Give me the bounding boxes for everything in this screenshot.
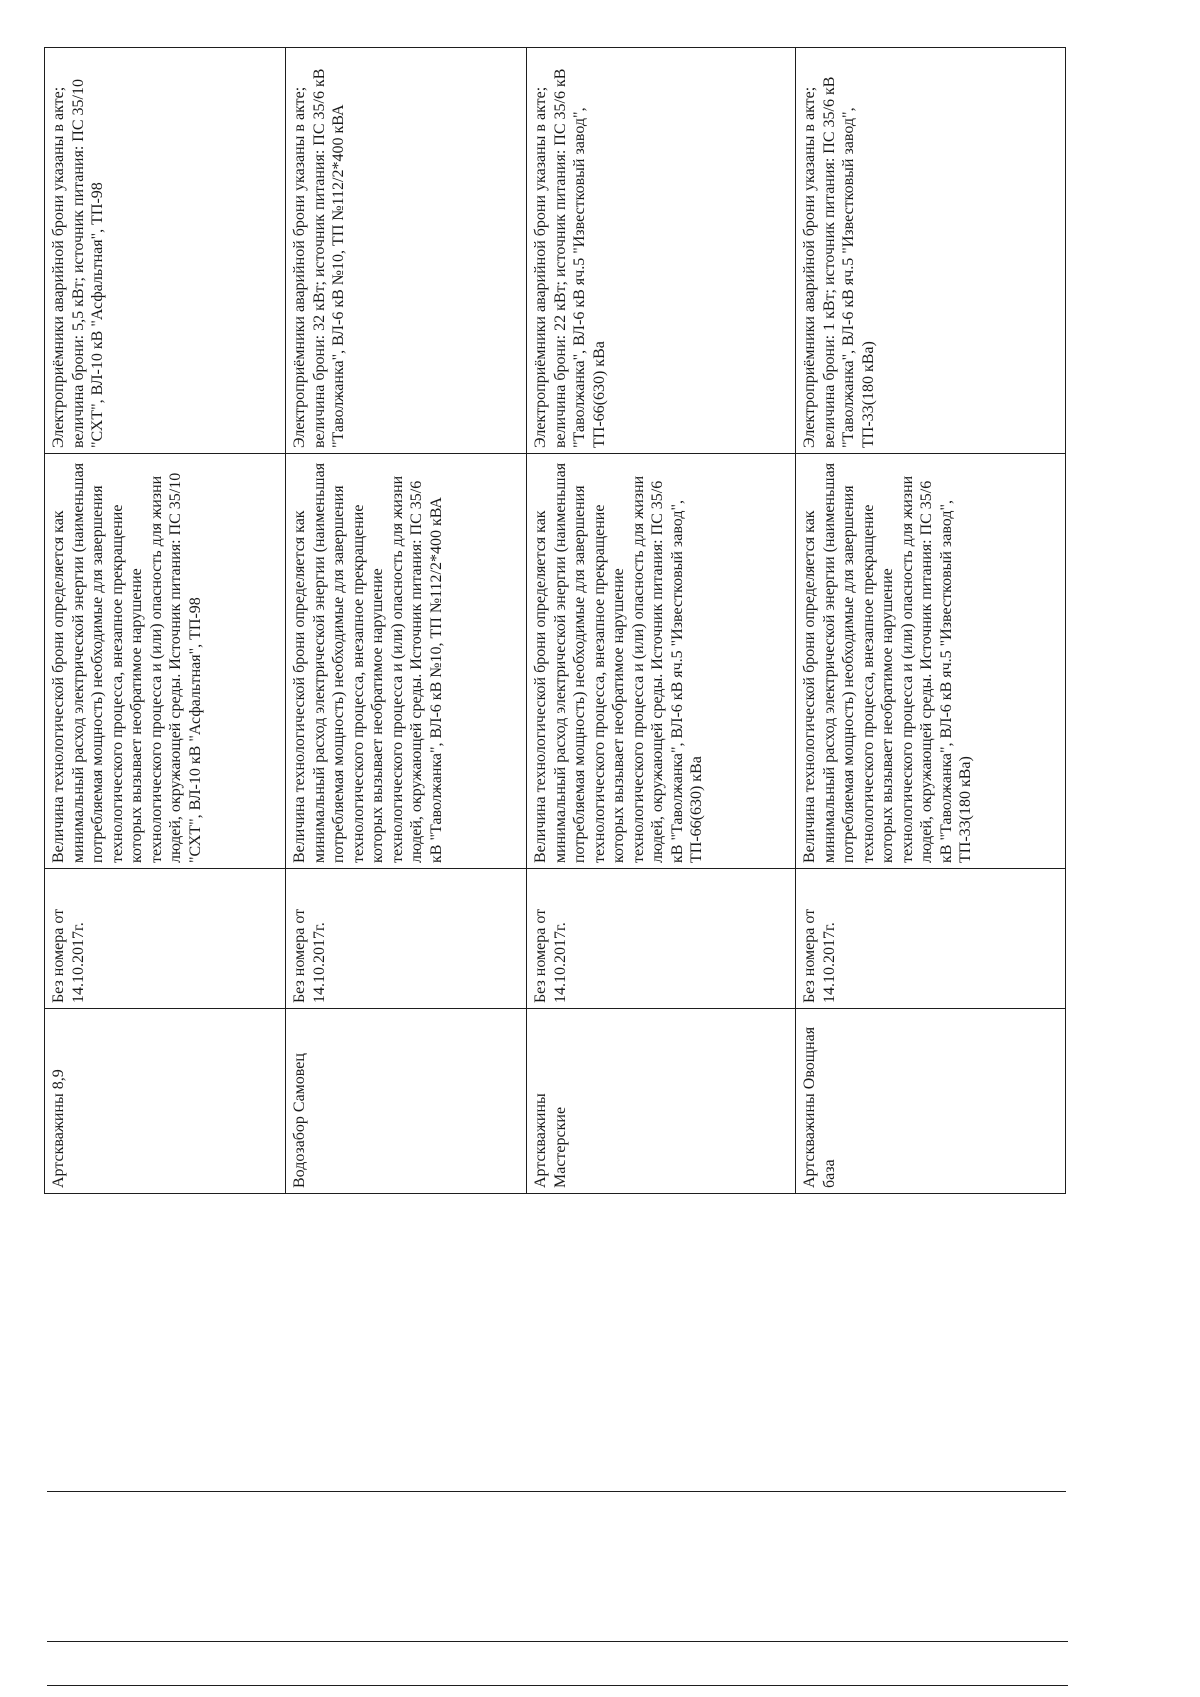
object-name-cell: Артскважины Овощная база xyxy=(796,1009,1066,1194)
act-number-cell: Без номера от 14.10.2017г. xyxy=(527,869,796,1009)
table-row xyxy=(527,48,796,1194)
object-name-cell: Водозабор Самовец xyxy=(286,1009,527,1194)
act-number-cell: Без номера от 14.10.2017г. xyxy=(286,869,527,1009)
table-row xyxy=(286,48,527,1194)
emergency-receivers-cell: Электроприёмники аварийной брони указаны в акте; величина брони: 1 кВт; источник питания: ПС 35/6 кВ "Таволжанка", ВЛ-6 кВ яч.5 "Известковый завод", ТП-33(180 кВа) xyxy=(796,48,1066,454)
tech-reserve-cell: Величина технологической брони определяется как минимальный расход электрической энергии (наименьшая потребляемая мощность) необходимые для завершения технологического процесса, внезапное прекращение которых вызывает необратимое нарушение технологического процесса и (или) опасность для жизни людей, окружающей среды. Источник питания: ПС 35/10 "СХТ", ВЛ-10 кВ "Асфальтная", ТП-98 xyxy=(45,454,286,869)
emergency-receivers-cell: Электроприёмники аварийной брони указаны в акте; величина брони: 32 кВт; источник питания: ПС 35/6 кВ "Таволжанка", ВЛ-6 кВ №10, ТП №112/2*400 кВА xyxy=(286,48,527,454)
tech-reserve-cell: Величина технологической брони определяется как минимальный расход электрической энергии (наименьшая потребляемая мощность) необходимые для завершения технологического процесса, внезапное прекращение которых вызывает необратимое нарушение технологического процесса и (или) опасность для жизни людей, окружающей среды. Источник питания: ПС 35/6 кВ "Таволжанка", ВЛ-6 кВ яч.5 "Известковый завод", ТП-66(630) кВа xyxy=(527,454,796,869)
signature-line xyxy=(47,1641,1068,1642)
emergency-receivers-cell: Электроприёмники аварийной брони указаны в акте; величина брони: 5,5 кВт; источник питания: ПС 35/10 "СХТ", ВЛ-10 кВ "Асфальтная", ТП-98 xyxy=(45,48,286,454)
tech-reserve-cell: Величина технологической брони определяется как минимальный расход электрической энергии (наименьшая потребляемая мощность) необходимые для завершения технологического процесса, внезапное прекращение которых вызывает необратимое нарушение технологического процесса и (или) опасность для жизни людей, окружающей среды. Источник питания: ПС 35/6 кВ "Таволжанка", ВЛ-6 кВ яч.5 "Известковый завод", ТП-33(180 кВа) xyxy=(796,454,1066,869)
rotated-table-container xyxy=(44,47,1066,1194)
reservation-table xyxy=(44,47,1066,1194)
tech-reserve-cell: Величина технологической брони определяется как минимальный расход электрической энергии (наименьшая потребляемая мощность) необходимые для завершения технологического процесса, внезапное прекращение которых вызывает необратимое нарушение технологического процесса и (или) опасность для жизни людей, окружающей среды. Источник питания: ПС 35/6 кВ "Таволжанка", ВЛ-6 кВ №10, ТП №112/2*400 кВА xyxy=(286,454,527,869)
object-name-cell: Артскважины 8,9 xyxy=(45,1009,286,1194)
emergency-receivers-cell: Электроприёмники аварийной брони указаны в акте; величина брони: 22 кВт; источник питания: ПС 35/6 кВ "Таволжанка", ВЛ-6 кВ яч.5 "Известковый завод", ТП-66(630) кВа xyxy=(527,48,796,454)
act-number-cell: Без номера от 14.10.2017г. xyxy=(796,869,1066,1009)
table-row xyxy=(796,48,1066,1194)
object-name-cell: Артскважины Мастерские xyxy=(527,1009,796,1194)
act-number-cell: Без номера от 14.10.2017г. xyxy=(45,869,286,1009)
signature-line xyxy=(47,1491,1066,1492)
signature-line xyxy=(47,1685,1068,1686)
table-row xyxy=(45,48,286,1194)
